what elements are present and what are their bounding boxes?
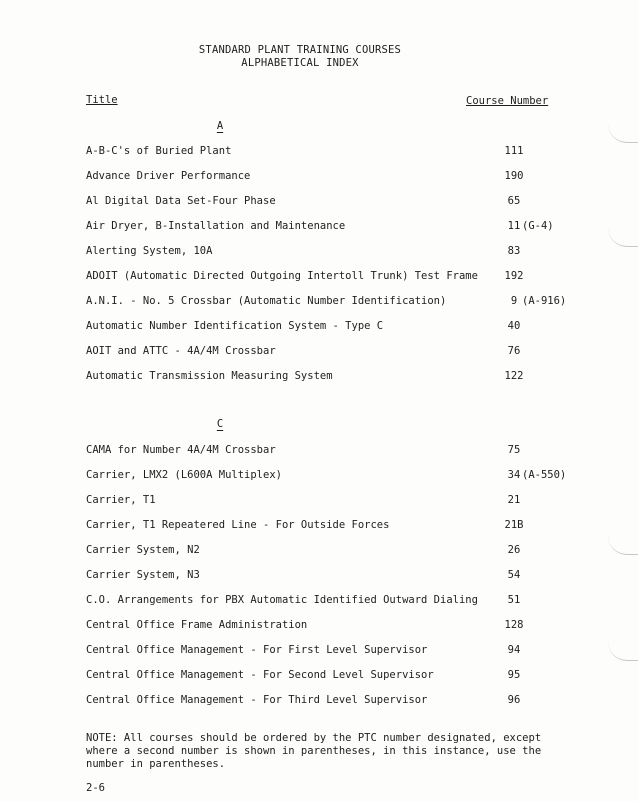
course-title: C.O. Arrangements for PBX Automatic Identified Outward Dialing [86,594,478,606]
section-letter-a: A [216,120,224,132]
column-header-course-number: Course Number [466,95,549,107]
punch-hole-mark [608,124,638,143]
course-number: 51 [507,594,521,606]
course-number: 190 [504,170,524,182]
course-number: 122 [504,370,524,382]
document-title: STANDARD PLANT TRAINING COURSES [198,44,402,56]
table-row [86,618,576,632]
table-row [86,169,576,183]
course-number: 76 [507,345,521,357]
punch-hole-mark [608,642,638,661]
table-row [86,269,576,283]
column-header-title: Title [86,94,118,106]
course-number: 65 [507,195,521,207]
table-row [86,643,576,657]
course-number: 96 [507,694,521,706]
course-title: Central Office Management - For Second Level Supervisor [86,669,434,681]
section-letter-c: C [216,418,224,430]
table-row [86,319,576,333]
course-title: ADOIT (Automatic Directed Outgoing Intertoll Trunk) Test Frame [86,270,478,282]
table-row [86,518,576,532]
course-alt-number: (A-550) [522,469,567,481]
footnote: NOTE: All courses should be ordered by the PTC number designated, except where a second number is shown in parentheses, in this instance, use the number in parentheses. [86,732,542,770]
course-title: Carrier, T1 Repeatered Line - For Outside Forces [86,519,390,531]
course-number: 54 [507,569,521,581]
course-number: 94 [507,644,521,656]
punch-hole-mark [608,536,638,555]
course-number: 111 [504,145,524,157]
course-title: A.N.I. - No. 5 Crossbar (Automatic Number Identification) [86,295,447,307]
course-number: 128 [504,619,524,631]
course-title: AOIT and ATTC - 4A/4M Crossbar [86,345,276,357]
table-row [86,693,576,707]
course-number: 34 [507,469,521,481]
course-title: CAMA for Number 4A/4M Crossbar [86,444,276,456]
table-row [86,244,576,258]
punch-hole-mark [608,228,638,247]
course-title: Central Office Management - For First Level Supervisor [86,644,428,656]
course-number: 95 [507,669,521,681]
table-row [86,443,576,457]
course-title: Automatic Number Identification System - Type C [86,320,384,332]
course-title: Carrier, T1 [86,494,156,506]
course-title: Central Office Management - For Third Level Supervisor [86,694,428,706]
course-number: 83 [507,245,521,257]
course-title: Advance Driver Performance [86,170,251,182]
course-title: Central Office Frame Administration [86,619,308,631]
course-number: 75 [507,444,521,456]
course-title: Automatic Transmission Measuring System [86,370,333,382]
table-row [86,468,576,482]
course-title: Carrier System, N3 [86,569,200,581]
table-row [86,369,576,383]
course-alt-number: (G-4) [522,220,554,232]
course-title: A-B-C's of Buried Plant [86,145,232,157]
table-row [86,144,576,158]
course-number: 21 [507,494,521,506]
table-row [86,668,576,682]
table-row [86,543,576,557]
document-subtitle: ALPHABETICAL INDEX [241,57,359,69]
course-number: 192 [504,270,524,282]
course-title: Air Dryer, B-Installation and Maintenance [86,220,346,232]
table-row [86,219,576,233]
course-number: 40 [507,320,521,332]
table-row [86,568,576,582]
course-number: 11 [507,220,521,232]
table-row [86,194,576,208]
course-title: Alerting System, 10A [86,245,213,257]
table-row [86,294,576,308]
table-row [86,493,576,507]
table-row [86,593,576,607]
course-alt-number: (A-916) [522,295,567,307]
page-number: 2-6 [86,782,105,794]
course-number: 9 [510,295,518,307]
course-title: Carrier, LMX2 (L600A Multiplex) [86,469,282,481]
course-number: 21B [504,519,524,531]
course-title: Al Digital Data Set-Four Phase [86,195,276,207]
table-row [86,344,576,358]
course-number: 26 [507,544,521,556]
course-title: Carrier System, N2 [86,544,200,556]
